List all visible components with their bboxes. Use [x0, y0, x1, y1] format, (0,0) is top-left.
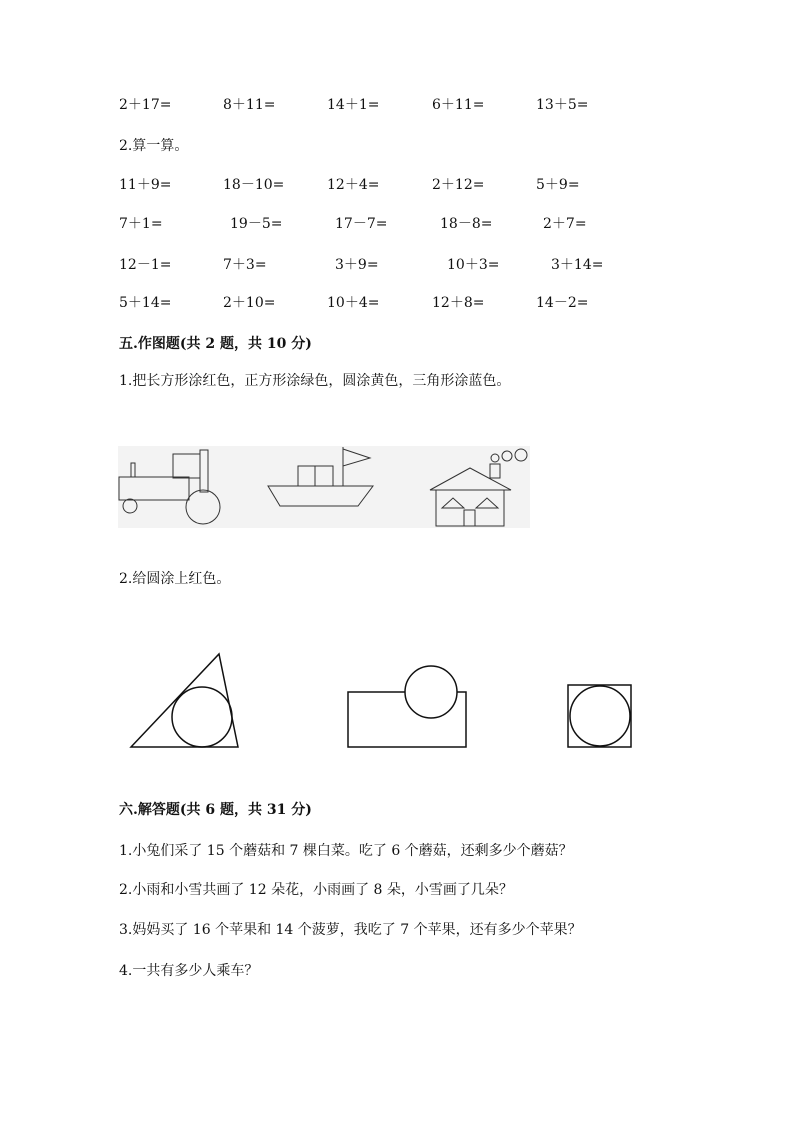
equation: 2＋7= [543, 216, 587, 232]
shapes-figure-circles [128, 652, 638, 752]
equation: 10＋3= [447, 257, 500, 273]
equation-row-1 [0, 174, 794, 196]
section-6-title: 六.解答题(共 6 题，共 31 分) [119, 802, 312, 818]
equation: 10＋4= [327, 295, 380, 311]
section-5-question-1: 1.把长方形涂红色，正方形涂绿色，圆涂黄色，三角形涂蓝色。 [119, 373, 511, 389]
equation: 2＋10= [223, 295, 276, 311]
circle-on-rectangle [405, 666, 457, 718]
equation: 5＋14= [119, 295, 172, 311]
equation: 12－1= [119, 257, 172, 273]
equation: 12＋8= [432, 295, 485, 311]
equation: 14－2= [536, 295, 589, 311]
equation: 18－8= [440, 216, 493, 232]
shapes-figure-vehicles-house [118, 446, 530, 528]
section-5-question-2: 2.给圆涂上红色。 [119, 571, 231, 587]
equation: 5＋9= [536, 177, 580, 193]
equation: 6＋11= [432, 97, 485, 113]
equation: 19－5= [230, 216, 283, 232]
circle-in-triangle [172, 687, 232, 747]
equation-row-0 [0, 94, 794, 116]
equation-row-3 [0, 254, 794, 276]
equation: 7＋3= [223, 257, 267, 273]
equation: 8＋11= [223, 97, 276, 113]
equation: 12＋4= [327, 177, 380, 193]
section-6-question-2: 2.小雨和小雪共画了 12 朵花，小雨画了 8 朵，小雪画了几朵？ [119, 882, 513, 898]
equation: 2＋12= [432, 177, 485, 193]
equation: 18－10= [223, 177, 285, 193]
equation: 3＋14= [551, 257, 604, 273]
equation-row-2 [0, 213, 794, 235]
equation: 11＋9= [119, 177, 172, 193]
equation: 14＋1= [327, 97, 380, 113]
section-6-question-3: 3.妈妈买了 16 个苹果和 14 个菠萝，我吃了 7 个苹果，还有多少个苹果？ [119, 922, 582, 938]
equation: 7＋1= [119, 216, 163, 232]
equation-row-4 [0, 292, 794, 314]
equation: 3＋9= [335, 257, 379, 273]
equation: 17－7= [335, 216, 388, 232]
triangle-shape [131, 654, 238, 747]
equation: 2＋17= [119, 97, 172, 113]
equation: 13＋5= [536, 97, 589, 113]
question-2-title: 2.算一算。 [119, 138, 189, 154]
figure-background [118, 446, 530, 528]
section-5-title: 五.作图题(共 2 题，共 10 分) [119, 336, 312, 352]
section-6-question-4: 4.一共有多少人乘车？ [119, 963, 259, 979]
section-6-question-1: 1.小兔们采了 15 个蘑菇和 7 棵白菜。吃了 6 个蘑菇，还剩多少个蘑菇？ [119, 843, 573, 859]
circle-in-square [570, 686, 630, 746]
